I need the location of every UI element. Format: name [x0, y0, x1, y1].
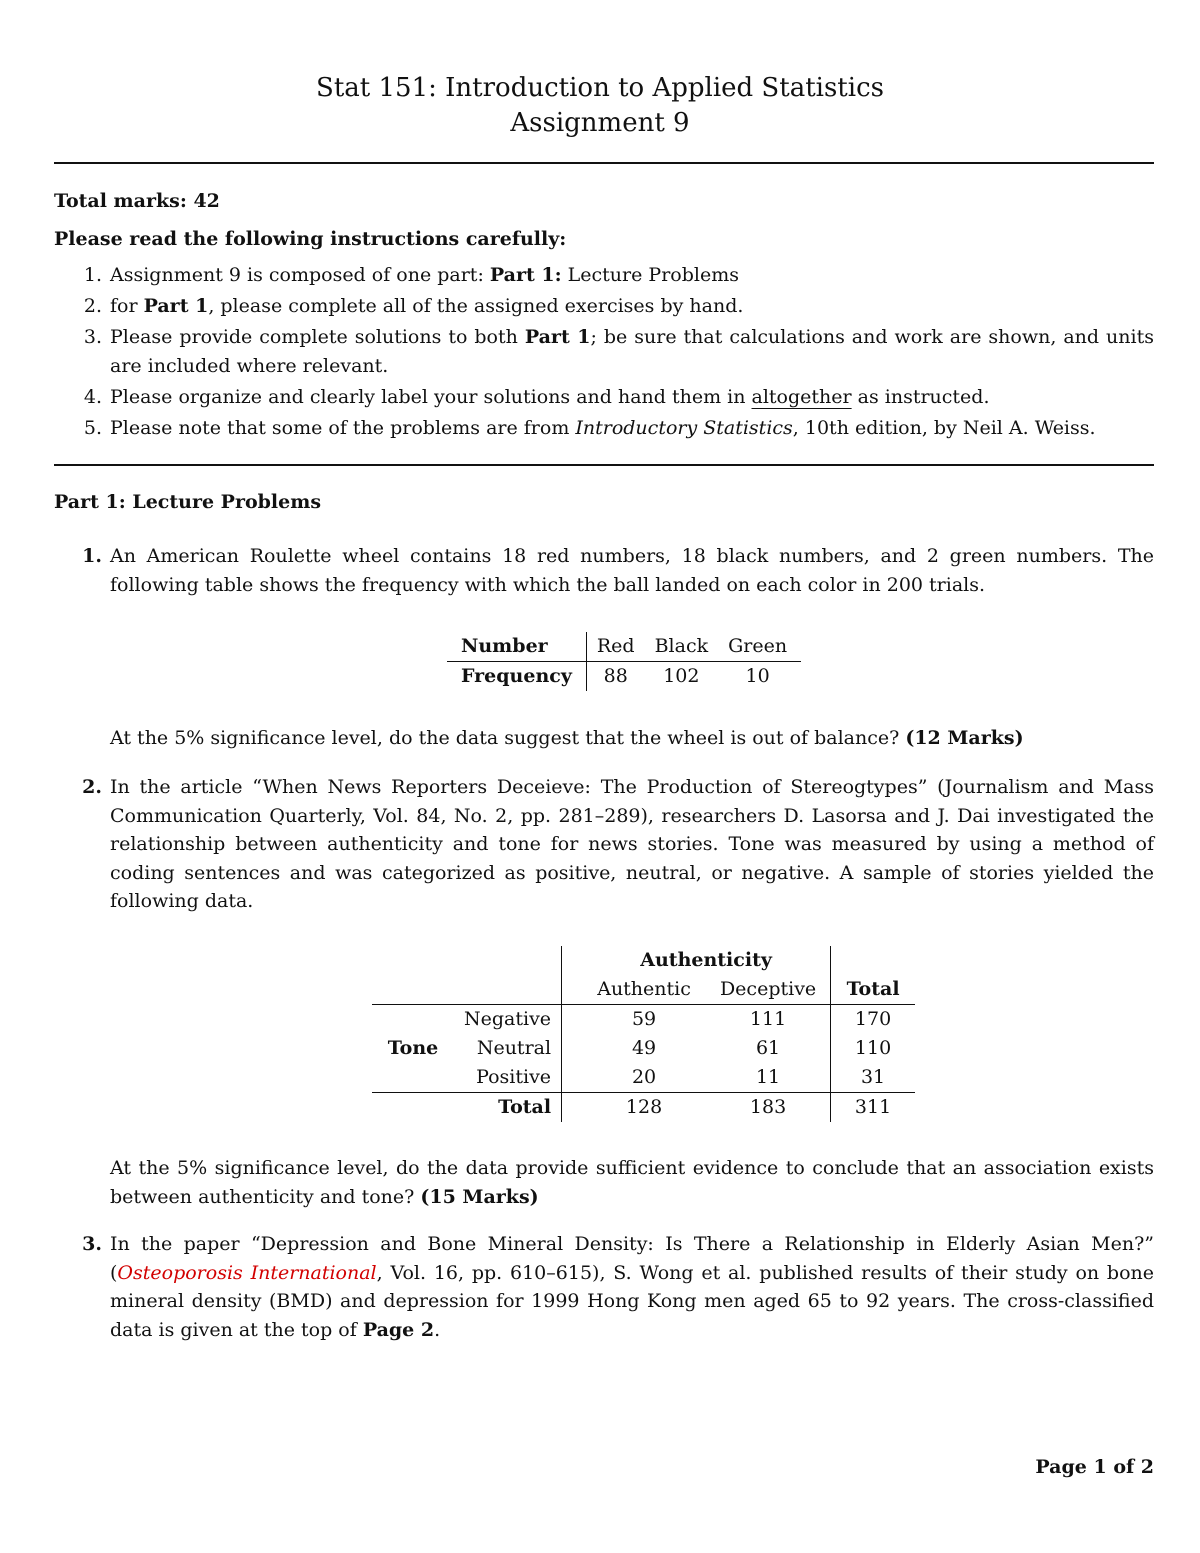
- table-cell: 311: [831, 1093, 916, 1123]
- table-cell: 61: [755, 1037, 781, 1059]
- table-row-label: Frequency: [461, 665, 572, 687]
- question-number: 2.: [82, 776, 102, 798]
- table-cell: 20: [582, 1063, 706, 1093]
- table-column-header: Red: [586, 632, 644, 662]
- instruction-number: 3.: [83, 326, 102, 348]
- table-column-header: Total: [831, 975, 916, 1005]
- table-column-header: Deceptive: [706, 975, 831, 1005]
- table-cell: 49: [631, 1037, 657, 1059]
- table-column-header: Green: [718, 632, 801, 662]
- table-cell: 170: [831, 1005, 916, 1035]
- table-cell: 110: [831, 1034, 916, 1063]
- question-number: 3.: [82, 1233, 102, 1255]
- q1-frequency-table: [447, 632, 801, 691]
- table-group-header: Authenticity: [640, 949, 772, 971]
- table-column-header: Black: [645, 632, 719, 662]
- journal-citation: Osteoporosis International: [117, 1261, 377, 1284]
- course-title: Stat 151: Introduction to Applied Statistics: [316, 73, 884, 103]
- table-row-group-label: Tone: [387, 1037, 439, 1059]
- q1-text: An American Roulette wheel contains 18 red numbers, 18 black numbers, and 2 green numbers. The following table shows the frequency with which the ball landed on each color in 200 trials.: [110, 545, 1154, 596]
- q2-text: In the article “When News Reporters Deceieve: The Production of Stereogtypes” (Journalism and Mass Communication Quarterly, Vol. 84, No. 2, pp. 281–289), researchers D. Lasorsa and J. Dai investigated the relationship between authenticity and tone for news stories. Tone was measured by using a method of coding sentences and was categorized as positive, neutral, or negative. A sample of stories yielded the following data.: [110, 776, 1154, 913]
- middle-divider: [54, 464, 1154, 466]
- instruction-number: 5.: [83, 417, 102, 439]
- table-cell: 11: [706, 1063, 831, 1093]
- instruction-item: Please note that some of the problems are from Introductory Statistics, 10th edition, by Neil A. Weiss.: [110, 417, 1096, 439]
- table-row-label: Negative: [464, 1008, 552, 1030]
- table-cell: 31: [831, 1063, 916, 1093]
- table-cell: 88: [586, 662, 644, 692]
- instruction-item: Please organize and clearly label your solutions and hand them in altogether as instructed.: [110, 386, 990, 408]
- instruction-number: 1.: [83, 264, 102, 286]
- instruction-item: Please provide complete solutions to both Part 1; be sure that calculations and work are shown, and units are included where relevant.: [110, 326, 1154, 377]
- assignment-title: Assignment 9: [510, 108, 690, 138]
- question-number: 1.: [82, 545, 102, 567]
- part1-heading: Part 1: Lecture Problems: [54, 491, 322, 513]
- instructions-heading: Please read the following instructions carefully:: [54, 228, 567, 250]
- q2-question: At the 5% significance level, do the data provide sufficient evidence to conclude that an association exists between authenticity and tone? (15 Marks): [110, 1157, 1154, 1208]
- table-cell: 183: [749, 1096, 787, 1118]
- table-cell: 111: [749, 1008, 787, 1030]
- q1-question: At the 5% significance level, do the data suggest that the wheel is out of balance? (12 Marks): [110, 727, 1024, 749]
- instruction-item: Assignment 9 is composed of one part: Part 1: Lecture Problems: [110, 264, 739, 286]
- q3-text: In the paper “Depression and Bone Mineral Density: Is There a Relationship in Elderly Asian Men?” (Osteoporosis International, Vol. 16, pp. 610–615), S. Wong et al. published results of their study on bone mineral density (BMD) and depression for 1999 Hong Kong men aged 65 to 92 years. The cross-classified data is given at the top of Page 2.: [110, 1233, 1154, 1341]
- top-divider: [54, 162, 1154, 164]
- instruction-number: 2.: [83, 295, 102, 317]
- table-column-header: Authentic: [582, 975, 706, 1005]
- table-row-label: Positive: [454, 1063, 562, 1093]
- total-marks: Total marks: 42: [54, 190, 220, 212]
- page-number: Page 1 of 2: [1035, 1456, 1154, 1478]
- table-cell: 102: [663, 665, 700, 687]
- table-total-label: Total: [498, 1096, 552, 1118]
- table-cell: 10: [745, 665, 770, 687]
- table-row-header: Number: [447, 632, 586, 662]
- instruction-number: 4.: [83, 386, 102, 408]
- q2-contingency-table: [372, 946, 915, 1122]
- table-cell: 59: [631, 1008, 657, 1030]
- table-row-label: Neutral: [476, 1037, 552, 1059]
- table-cell: 128: [625, 1096, 663, 1118]
- instruction-item: for Part 1, please complete all of the assigned exercises by hand.: [110, 295, 744, 317]
